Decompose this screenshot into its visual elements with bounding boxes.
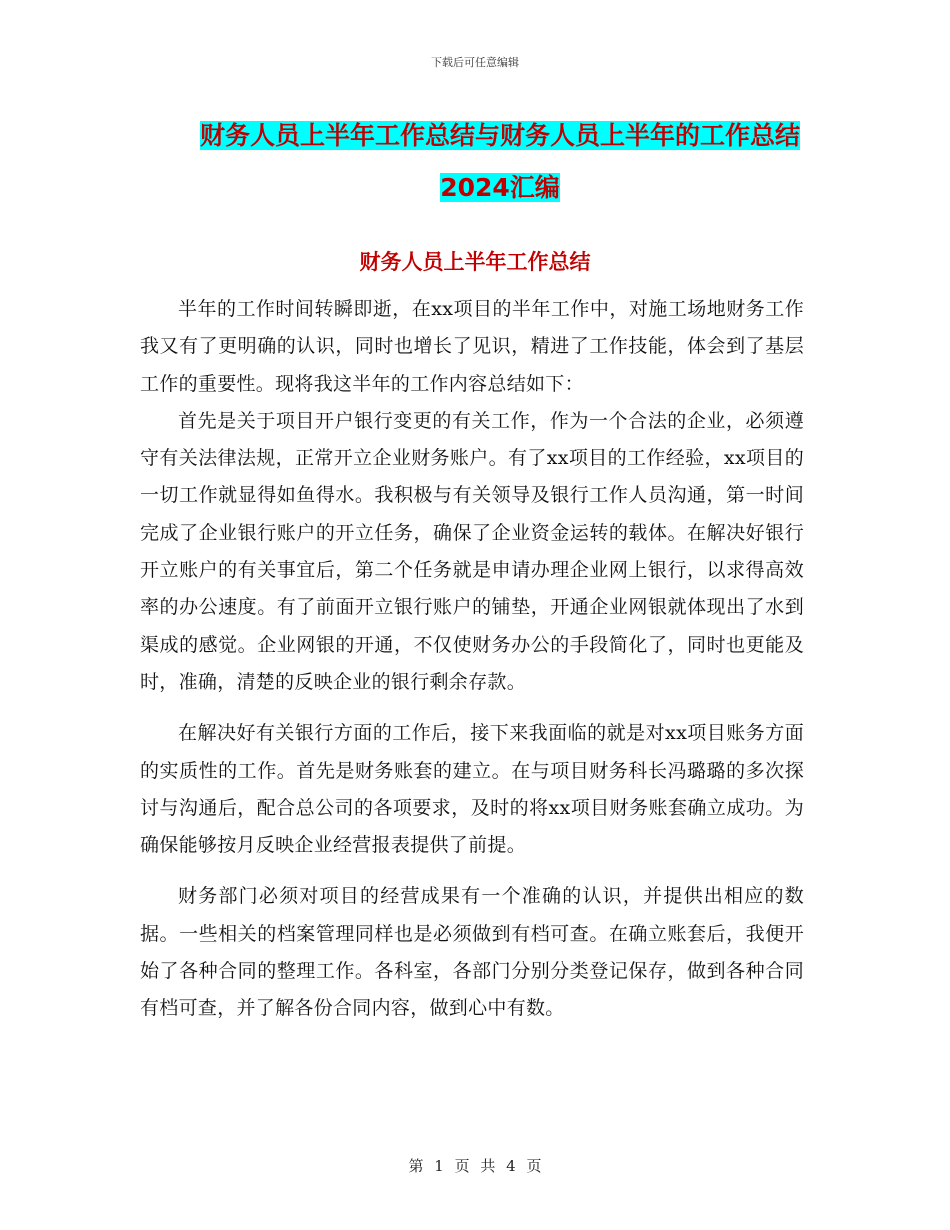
paragraph: 首先是关于项目开户银行变更的有关工作，作为一个合法的企业，必须遵守有关法律法规，正常开立企业财务账户。有了xx项目的工作经验，xx项目的一切工作就显得如鱼得水。我积极与有关领导及银行工作人员沟通，第一时间完成了企业银行账户的开立任务，确保了企业资金运转的载体。在解决好银行开立账户的有关事宜后，第二个任务就是申请办理企业网上银行，以求得高效率的办公速度。有了前面开立银行账户的铺垫，开通企业网银就体现出了水到渠成的感觉。企业网银的开通，不仅使财务办公的手段简化了，同时也更能及时，准确，清楚的反映企业的银行剩余存款。 xyxy=(140,409,804,693)
page-header-note: 下载后可任意编辑 xyxy=(431,56,519,69)
paragraph: 财务部门必须对项目的经营成果有一个准确的认识，并提供出相应的数据。一些相关的档案管理同样也是必须做到有档可查。在确立账套后，我便开始了各种合同的整理工作。各科室，各部门分别分类登记保存，做到各种合同有档可查，并了解各份合同内容，做到心中有数。 xyxy=(140,885,804,1020)
body-text xyxy=(140,291,804,1028)
page-footer: 第 1 页 共 4 页 xyxy=(408,1157,542,1175)
section-title: 财务人员上半年工作总结 xyxy=(359,250,591,274)
paragraph: 半年的工作时间转瞬即逝，在xx项目的半年工作中，对施工场地财务工作我又有了更明确的认识，同时也增长了见识，精进了工作技能，体会到了基层工作的重要性。现将我这半年的工作内容总结如下： xyxy=(140,298,804,395)
paragraph: 在解决好有关银行方面的工作后，接下来我面临的就是对xx项目账务方面的实质性的工作。首先是财务账套的建立。在与项目财务科长冯璐璐的多次探讨与沟通后，配合总公司的各项要求，及时的将xx项目财务账套确立成功。为确保能够按月反映企业经营报表提供了前提。 xyxy=(140,722,804,857)
document-title xyxy=(170,110,830,214)
document-title-text: 财务人员上半年工作总结与财务人员上半年的工作总结2024汇编 xyxy=(199,121,800,202)
